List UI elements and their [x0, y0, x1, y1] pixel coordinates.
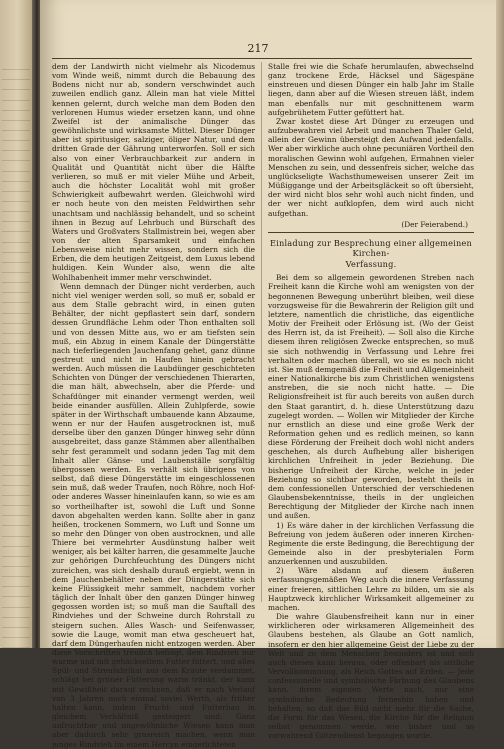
section-separator: [268, 232, 474, 233]
paragraph: Wenn demnach der Dünger nicht verderben, auch nicht viel weniger werden soll, so muß er, sobald er aus dem Stalle gebracht wird, in einen guten Behälter, der nicht gepflastert sein darf, sondern dessen Grundfläche Lehm oder Thon enthalten soll und von dessen Mitte aus, wo er am tiefsten sein muß, ein Abzug in einem Kanale der Düngerstätte nach tieferliegenden Jauchenfang gehet, ganz dünne gestreut und nicht in Haufen hinein gebracht werden. Auch müssen die Laubdünger geschichteten Schichten von Dünger der verschiedenen Thierarten, die man hält, abwechseln, aber die Pferde- und Schafdünger mit einander vermengt werden, weil beide einander ausfüllen. Allein Zuhlpferde, sowie später in der Wirthschaft umbauende kann Abzaume, wenn er nur der Haufen ausgetrocknen ist, muß derselbe über den ganzen Dünger hinweg sehr dünn ausgebreitet, dass ganze Stämmen aber allenthalben sehr fest gerammelt und sodann jeden Tag mit dem Inhalt aller Gänse- und Laubenställe sorgfältig übergossen werden. Es verhält sich übrigens von selbst, daß diese Düngerstätte im eingeschlossenen sein muß, daß weder Traufen, noch Röhre, noch Hof- oder anderes Wasser hineinlaufen kann, so wie es am so vortheilhafter ist, sowohl die Luft und Sonne davon abgehalten werden kann. Sollte aber in ganz heißen, trockenen Sommern, wo Luft und Sonne um so mehr den Dünger von oben austrocknen, und alle Thiere bei vermehrter Ausdünstung halber weit weniger, als bei kälter harren, die gesammelte Jauche zur gehörigen Durchfeuchtung des Düngers nicht zureichen, was sich deshalb durauß ergiebt, wenn in dem Jauchenbehälter neben der Düngerstätte sich keine Flüssigkeit mehr sammelt, nachdem vorher täglich der Inhalt über den ganzen Dünger hinweg gegossen worden ist; so muß man die Sauftall des Rindviehes und der Schweine durch Rohrstall zu steigern suchen. Alles Wasch- und Seifenwasser, sowie die Lauge, womit man etwa gescheuert hat, darf dem Düngerhaufen nicht entzogen werden. Aber diese Vorschriften treulich befolgt, dem Rindvieh nur warme und mit gehäckseltem Futter füttert, und alles Spül- und Streufabrikat aus dem Kraute verdammet, schlägt bei grüner Fütterung warm tränkt, der kann mit Gewißheit darauf rechnen, daß er nach Verlauf von 3 Jahren noch einmal soviel Werth, als früher halten kann, indem Frucht- und Futterbau in gleichem Verhältniß gesteigert sind. Ganz unfruchtbar und ungewöhnliche Wiesen kann man aber dadurch sehr grasreich machen, wenn man junges Rindvieh im einem Hercyn eingerichteten: [52, 281, 255, 749]
article-heading: [268, 238, 474, 270]
book-gutter: [32, 0, 40, 648]
page-number: 217: [247, 42, 269, 55]
right-text-column: [268, 62, 474, 740]
paragraph: dem der Landwirth nicht vielmehr als Nicodemus vom Winde weiß, nimmt durch die Bebauung des Bodens nicht nur ab, sondern verschwindet auch zuweilen endlich ganz. Allein man hat viele Mittel kennen gelernt, durch welche man dem Boden den verlorenen Humus wieder ersetzen kann, und ohne Zweifel ist der animalische Dünger das gewöhnlichste und wirksamste Mittel. Dieser Dünger aber ist spiritusiger, salziger, öliger Natur, und dem dritten Grade der Gährung unterworfen. Soll er sich also von einer Verbrauchbarkeit zur andern in Qualität und Quantität nicht über die Hälfte verlieren, so muß er mit vieler Mühe und Arbeit, auch die höchster Localität wohl mit großer Schwierigkeit aufbewahrt werden. Gleichwohl wird er noch heute von den meisten Feldwirthen sehr unachtsam und nachlässig behandelt, und so scheint ihnen in Bezug auf Lehrbuch und Bürschaft des Waters und Großvaters Stallmistrein bei, wegen aber von der alten Sparsamkeit und einfachen Lebensweise nicht mehr wissen, sondern sich die Erben, die dem heutigen Zeitgeist, dem Luxus lebend huldigen. Kein Wunder also, wenn die alte Wohlhabenheit immer mehr verschwindet.: [52, 62, 255, 282]
column-divider: [261, 62, 262, 602]
left-text-column: [52, 62, 255, 749]
left-page-edge: [0, 0, 32, 648]
paragraph: Zwar kostet diese Art Dünger zu erzeugen und aufzubewahren viel Arbeit und manchen Thaler Geld, allein der Gewinn übersteigt den Aufwand jedenfalls. Wer aber wirkliche auch ohne pecuniären Vortheil den moralischen Gewinn wohl aufgehen, Ermahnen vieler Menschen zu sein, und dessenfreis sicher, welche das unglückseligte Wachsthumeweisen unserer Zeit im Müßiggange und der Arbeitsgläckeit so oft übersieht, der wird nicht blos sehr wohl auch nicht finden, und der wer nicht aufklopfen, dem wird auch nicht aufgethan.: [268, 116, 474, 218]
header-rule: [52, 58, 472, 59]
article-heading-line: Einladung zur Besprechung einer allgemeinen Kirchen-: [270, 237, 472, 259]
book-page: [40, 0, 496, 749]
paragraph: 2) Wäre alsdann auf diesem äußeren verfassungsgemäßen Weg auch die innere Verfassung einer freieren, sittlichen Lehre zu bilden, um sie als Hauptzweck kirchlicher Wirksamkeit allgemeiner zu machen.: [268, 566, 474, 612]
paragraph: Die wahre Glaubensfreiheit kann nur in einer wirklicheren oder wirksameren Allgemeinheit des Glaubens bestehen, als Glaube an Gott namlich, insofern er den hier allgemeine Geist der Liebe zu der Welt und zu dem Menschen besonders ist und sich auch dieses kann heraus, oder offenbart als sittliche Vervollkommnung, als Reich Gottes auf Erden. — Jede confessionelle und symbolische Färbung des Glaubens kann, ihrem eigenen Werte nach, nur eine symbolische Bedeutung ferneshin haben und behalten, so daß das Bild nicht mehr für die Sache, die Form für das Wesen, die Kirche für die Religion selbst genommen werde, wie bisher und so vorwahrend Götzendienst begangen wurde.: [268, 612, 474, 741]
source-signature: (Der Feierabend.): [401, 219, 468, 229]
paragraph: Bei dem so allgemein gewordenen Streben nach Freiheit kann die Kirche wohl am wenigsten von der begonnenen Bewegung unberührt bleiben, weil diese vorzugsweise für die Bewahrerin der Religion gilt und letztere, namentlich die christliche, das eigentliche Motiv der Freiheit oder Erlösung ist. (Wo der Geist des Herrn ist, da ist Freiheit). — Soll also die Kirche diesem ihren religiösen Zwecke entsprechen, so muß sie sich nothwendig in Verfassung und Lehre frei verhalten oder machen überall, wo sie es noch nicht ist. Sie muß demgemäß die Freiheit und Allgemeinheit einer Nationalkirche bis zum Christlichen wenigstens anstreben, die sie noch nicht hatte. — Die Religionsfreiheit ist für auch bereits von außen durch den Staat garantirt, d. h. diese Unterstützung dazu zugelegt worden. — Wollen wir Mitglieder der Kirche nur ernstlich an diese und eine große Werk der Reformation gehen und es redlich meinen, so kann diese Förderung der Freiheit doch wohl nicht anders geschehen, als durch Aufhebung aller bisherigen kirchlichen Unfreiheit in jeder Beziehung. Die bisherige Unfreiheit der Kirche, welche in jeder Beziehung so sichtbar geworden, besteht theils in dem confessionellen Unterschied der verschiedenen Glaubensbekenntnisse, theils in der ungleichen Berechtigung der Mitglieder der Kirche nach innen und außen.: [268, 273, 474, 521]
page-edge: [496, 0, 504, 648]
paragraph: Stalle frei wie die Schafe herumlaufen, abwechselnd ganz trockene Erde, Häcksel und Sägespäne einstreuen und diesen Dünger ein halb Jahr im Stalle liegen, dann aber auf die Wiesen streuen läßt, indem man ebenfalls nur mit geschnittenem warm aufgebrühetem Futter gefüttert hat.: [268, 62, 474, 117]
left-page-text-fragments: [2, 60, 30, 648]
article-heading-line: Verfassung.: [345, 258, 397, 269]
paragraph: 1) Es wäre daher in der kirchlichen Verfassung die Befreiung von jedem äußeren oder inneren Kirchen-Regimente die erste Bedingung, die Berechtigung der Gemeinde also in der presbyterialen Form anzuerkennen und auszubilden.: [268, 520, 474, 567]
